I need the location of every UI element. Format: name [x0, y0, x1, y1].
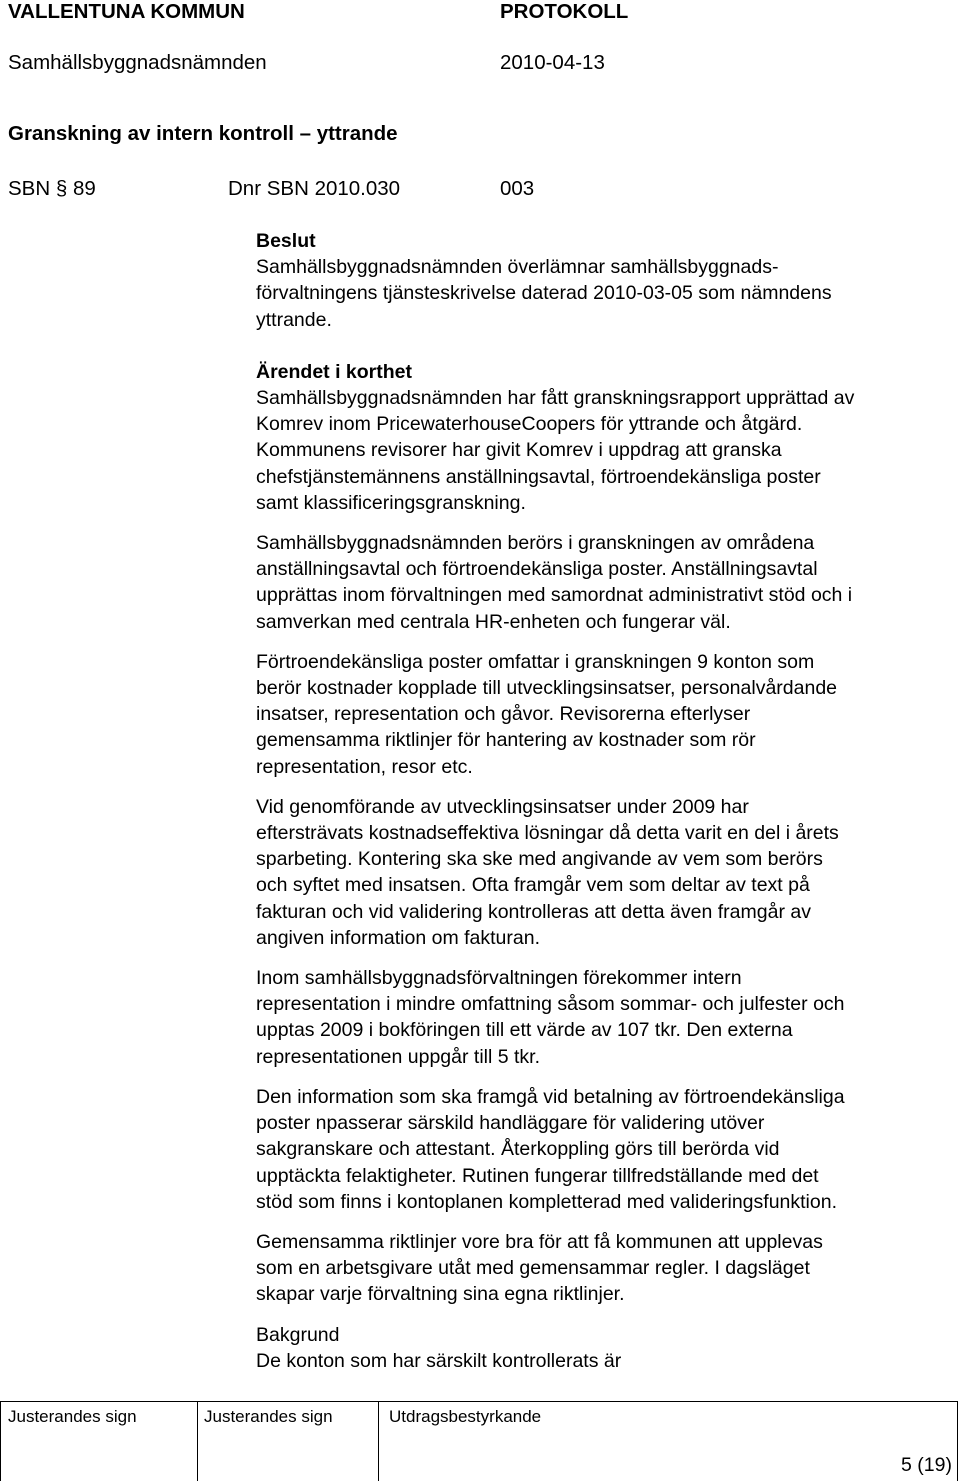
text-line: Samhällsbyggnadsnämnden överlämnar samhällsbyggnads- [256, 256, 779, 279]
development-paragraph [256, 794, 956, 951]
arendet-heading: Ärendet i korthet [256, 360, 413, 383]
text-line: insatser, representation och gåvor. Revisorerna efterlyser [256, 703, 751, 726]
text-line: representation, resor etc. [256, 755, 473, 778]
filing-code: 003 [500, 177, 535, 200]
municipality-name: VALLENTUNA KOMMUN [8, 0, 245, 23]
footer-left-border [0, 1402, 1, 1481]
text-line: upptas 2009 i bokföringen till ett värde av 107 tkr. Den externa [256, 1019, 793, 1042]
text-line: angiven information om fakturan. [256, 926, 540, 949]
beslut-paragraph [256, 254, 956, 333]
payment-routine-paragraph [256, 1084, 956, 1215]
text-line: sparbeting. Kontering ska ske med angivande av vem som berörs [256, 848, 823, 871]
paragraph-reference [8, 177, 96, 201]
text-line: Vid genomförande av utvecklingsinsatser under 2009 har [256, 795, 749, 818]
meeting-date: 2010-04-13 [500, 51, 605, 74]
text-line: gemensamma riktlinjer för hantering av kostnader som rör [256, 729, 756, 752]
extract-label: Utdragsbestyrkande [389, 1407, 542, 1426]
text-line: yttrande. [256, 308, 332, 331]
section-sign-glyph: § [55, 177, 68, 200]
text-line: Kommunens revisorer har givit Komrev i uppdrag att granska [256, 439, 782, 462]
diary-number: Dnr SBN 2010.030 [228, 177, 401, 200]
signature-label-2: Justerandes sign [204, 1407, 333, 1426]
text-line: som en arbetsgivare utåt med gemensammar regler. I dagsläget [256, 1257, 810, 1280]
signature-cell-2 [197, 1402, 378, 1481]
text-line: anställningsavtal och förtroendekänsliga poster. Anställningsavtal [256, 558, 818, 581]
text-line: Gemensamma riktlinjer vore bra för att få kommunen att upplevas [256, 1230, 823, 1253]
arendet-paragraph [256, 385, 956, 516]
bakgrund-line: De konton som har särskilt kontrollerats är [256, 1349, 622, 1372]
text-line: och syftet med insatsen. Ofta framgår vem som deltar av text på [256, 874, 810, 897]
text-line: Inom samhällsbyggnadsförvaltningen förekommer intern [256, 967, 742, 990]
text-line: Samhällsbyggnadsnämnden har fått granskningsrapport upprättad av [256, 387, 855, 410]
text-line: poster npasserar särskild handläggare för validering utöver [256, 1112, 765, 1135]
guidelines-paragraph [256, 1229, 956, 1308]
representation-paragraph [256, 965, 956, 1070]
text-line: samverkan med centrala HR-enheten och fungerar väl. [256, 610, 731, 633]
text-line: sakgranskare och attestant. Återkoppling görs till berörda vid [256, 1138, 780, 1161]
text-line: stöd som finns i kontoplanen kompletterad med valideringsfunktion. [256, 1190, 837, 1213]
sensitive-posts-paragraph [256, 649, 956, 780]
text-line: eftersträvats kostnadseffektiva lösningar då detta varit en del i årets [256, 822, 839, 845]
document-body [256, 228, 956, 1374]
text-line: Samhällsbyggnadsnämnden berörs i granskningen av områdena [256, 532, 815, 555]
text-line: representation i mindre omfattning såsom sommar- och julfester och [256, 993, 845, 1016]
paragraph-prefix: SBN [8, 177, 51, 200]
text-line: berör kostnader kopplade till utvecklingsinsatser, personalvårdande [256, 677, 838, 700]
signature-label-1: Justerandes sign [8, 1407, 137, 1426]
text-line: Förtroendekänsliga poster omfattar i granskningen 9 konton som [256, 650, 815, 673]
text-line: Den information som ska framgå vid betalning av förtroendekänsliga [256, 1085, 845, 1108]
page-title: Granskning av intern kontroll – yttrande [8, 122, 398, 145]
areas-paragraph [256, 530, 956, 635]
text-line: representationen uppgår till 5 tkr. [256, 1045, 541, 1068]
text-line: chefstjänstemännens anställningsavtal, förtroendekänsliga poster [256, 465, 821, 488]
footer-right-border [957, 1402, 958, 1481]
text-line: förvaltningens tjänsteskrivelse daterad 2010-03-05 som nämndens [256, 282, 832, 305]
text-line: Komrev inom PricewaterhouseCoopers för yttrande och åtgärd. [256, 413, 803, 436]
beslut-heading: Beslut [256, 230, 316, 252]
text-line: skapar varje förvaltning sina egna riktlinjer. [256, 1283, 625, 1306]
signature-footer [0, 1401, 958, 1481]
bakgrund-heading: Bakgrund [256, 1323, 340, 1346]
page-number: 5 (19) [901, 1454, 952, 1476]
board-name: Samhällsbyggnadsnämnden [8, 51, 267, 74]
signature-cell-1 [0, 1402, 196, 1481]
text-line: upptäckta felaktigheter. Rutinen fungerar tillfredställande med det [256, 1164, 819, 1187]
text-line: samt klassificeringsgranskning. [256, 491, 526, 514]
text-line: upprättas inom förvaltningen med samordnat administrativt stöd och i [256, 584, 853, 607]
document-type: PROTOKOLL [500, 0, 629, 23]
text-line: fakturan och vid validering kontrolleras att detta även framgår av [256, 900, 811, 923]
paragraph-number: 89 [72, 177, 96, 200]
extract-cell [378, 1402, 958, 1481]
